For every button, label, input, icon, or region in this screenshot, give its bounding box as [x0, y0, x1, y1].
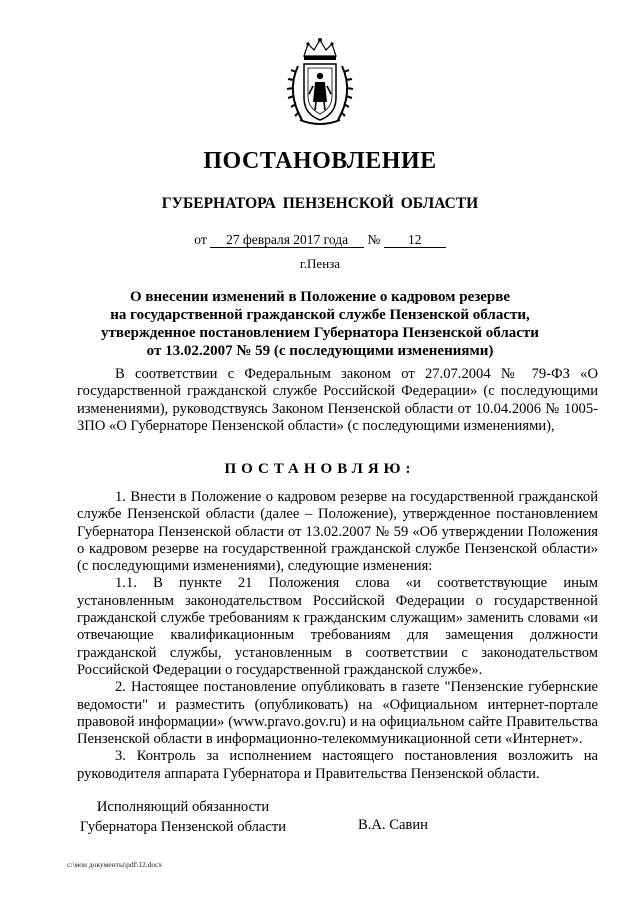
file-path-footer: c:\мои документы\pdf\12.docx	[67, 860, 163, 869]
coat-of-arms-emblem	[282, 36, 358, 128]
date-prefix: от	[194, 232, 207, 247]
item-1: 1. Внести в Положение о кадровом резерве на государственной гражданской службе Пензенской области (далее – Положение), утвержденное постановлением Губернатора Пензенской области от 13.02.2007 № 59 «Об утверждении Положения о кадровом резерве на государственной гражданской службе Пензенской области» (с последующими изменениями), следующие изменения:	[77, 489, 598, 575]
item-2: 2. Настоящее постановление опубликовать в газете "Пензенские губернские ведомости" и разместить (опубликовать) на «Официальном интернет-портале правовой информации» (www.pravo.gov.ru) и на официальном сайте Правительства Пензенской области в информационно-телекоммуникационной сети «Интернет».	[77, 679, 598, 748]
signatory-role	[80, 797, 286, 837]
preamble	[77, 366, 598, 435]
decree-heading: ПОСТАНОВЛЯЮ:	[224, 461, 416, 477]
document-city: г.Пенза	[299, 256, 341, 271]
document-subject	[100, 288, 540, 360]
signatory-name: В.А. Савин	[358, 817, 428, 833]
item-1-1: 1.1. В пункте 21 Положения слова «и соответствующие иным установленным законодательством Российской Федерации о государственной гражданской службе требованиям к гражданским служащим» заменить словами «и отвечающие квалификационным требованиям для замещения должности гражданской службы, установленным в соответствии с законодательством Российской Федерации о государственной гражданской службе».	[77, 575, 598, 678]
signatory-role-line: Исполняющий обязанности	[96, 799, 270, 815]
date-line	[0, 232, 640, 248]
document-number: 12	[384, 232, 446, 248]
subject-line: на государственной гражданской службе Пензенской области,	[110, 307, 530, 323]
item-3: 3. Контроль за исполнением настоящего постановления возложить на руководителя аппарата Губернатора и Правительства Пензенской области.	[77, 748, 598, 782]
number-prefix: №	[367, 232, 381, 247]
subject-line: утвержденное постановлением Губернатора Пензенской области	[101, 325, 539, 341]
preamble-paragraph: В соответствии с Федеральным законом от 27.07.2004 № 79-ФЗ «О государственной гражданской службе Российской Федерации» (с последующими изменениями), руководствуясь Законом Пензенской области от 10.04.2006 № 1005-ЗПО «О Губернаторе Пензенской области» (с последующими изменениями),	[77, 366, 598, 434]
decree-body	[77, 489, 598, 783]
subject-line: от 13.02.2007 № 59 (с последующими изменениями)	[146, 343, 494, 359]
subject-line: О внесении изменений в Положение о кадровом резерве	[129, 289, 511, 305]
document-date: 27 февраля 2017 года	[210, 232, 364, 248]
document-subtitle: ГУБЕРНАТОРА ПЕНЗЕНСКОЙ ОБЛАСТИ	[161, 195, 479, 212]
signatory-role-line: Губернатора Пензенской области	[80, 819, 287, 835]
document-title: ПОСТАНОВЛЕНИЕ	[203, 148, 437, 174]
